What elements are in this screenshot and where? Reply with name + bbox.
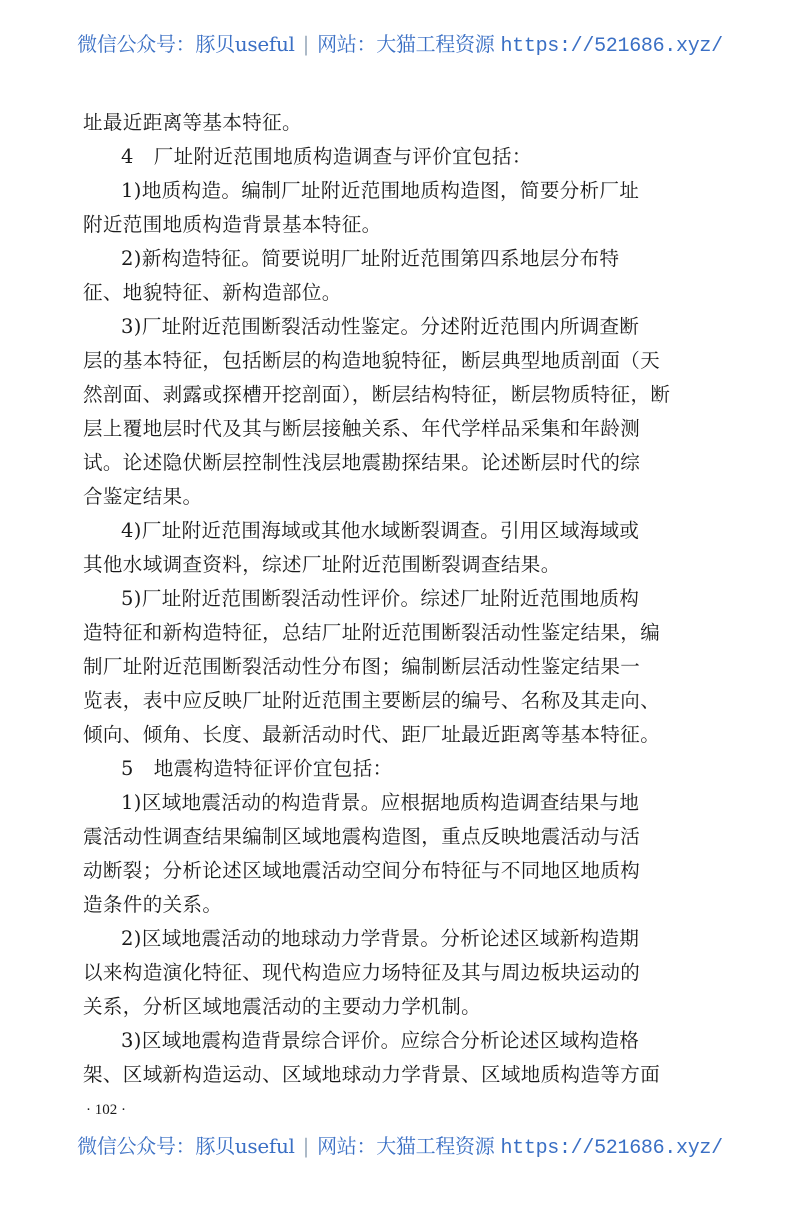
page-number: · 102 · [86,1102,126,1118]
watermark-wechat: 微信公众号：豚贝useful [77,1134,295,1158]
watermark-site: 网站：大猫工程资源 [317,1134,495,1158]
text-line: 2)区域地震活动的地球动力学背景。分析论述区域新构造期 [121,927,640,950]
text-line: 造条件的关系。 [83,893,223,916]
text-line: 合鉴定结果。 [83,485,203,508]
text-line: 览表，表中应反映厂址附近范围主要断层的编号、名称及其走向、 [83,689,661,712]
watermark-bottom [0,1132,800,1160]
watermark-url[interactable]: https://521686.xyz/ [500,35,723,58]
watermark-separator: | [302,1134,310,1158]
text-line: 层上覆地层时代及其与断层接触关系、年代学样品采集和年龄测 [83,417,641,440]
text-line: 造特征和新构造特征，总结厂址附近范围断裂活动性鉴定结果，编 [83,621,661,644]
text-line: 层的基本特征，包括断层的构造地貌特征，断层典型地质剖面（天 [83,349,661,372]
text-line: 址最近距离等基本特征。 [83,111,302,134]
text-line: 架、区域新构造运动、区域地球动力学背景、区域地质构造等方面 [83,1063,661,1086]
text-line: 2)新构造特征。简要说明厂址附近范围第四系地层分布特 [121,247,620,270]
text-line: 震活动性调查结果编制区域地震构造图，重点反映地震活动与活 [83,825,641,848]
text-line: 1)区域地震活动的构造背景。应根据地质构造调查结果与地 [121,791,640,814]
text-line: 征、地貌特征、新构造部位。 [83,281,342,304]
text-line: 制厂址附近范围断裂活动性分布图；编制断层活动性鉴定结果一 [83,655,641,678]
text-line: 其他水域调查资料，综述厂址附近范围断裂调查结果。 [83,553,561,576]
text-line: 1)地质构造。编制厂址附近范围地质构造图，简要分析厂址 [121,179,640,202]
watermark-top [0,30,800,58]
text-line: 4 厂址附近范围地质构造调查与评价宜包括： [121,145,532,168]
watermark-site: 网站：大猫工程资源 [317,32,495,56]
text-line: 附近范围地质构造背景基本特征。 [83,213,382,236]
watermark-url[interactable]: https://521686.xyz/ [500,1137,723,1160]
text-line: 3)区域地震构造背景综合评价。应综合分析论述区域构造格 [121,1029,640,1052]
text-line: 5)厂址附近范围断裂活动性评价。综述厂址附近范围地质构 [121,587,640,610]
watermark-separator: | [302,32,310,56]
text-line: 以来构造演化特征、现代构造应力场特征及其与周边板块运动的 [83,961,641,984]
text-line: 然剖面、剥露或探槽开挖剖面），断层结构特征，断层物质特征，断 [83,383,671,406]
text-line: 4)厂址附近范围海域或其他水域断裂调查。引用区域海域或 [121,519,640,542]
text-line: 3)厂址附近范围断裂活动性鉴定。分述附近范围内所调查断 [121,315,640,338]
watermark-wechat: 微信公众号：豚贝useful [77,32,295,56]
text-line: 5 地震构造特征评价宜包括： [121,757,393,780]
document-body [83,106,723,1092]
text-line: 试。论述隐伏断层控制性浅层地震勘探结果。论述断层时代的综 [83,451,641,474]
text-line: 动断裂；分析论述区域地震活动空间分布特征与不同地区地质构 [83,859,641,882]
text-line: 倾向、倾角、长度、最新活动时代、距厂址最近距离等基本特征。 [83,723,661,746]
text-line: 关系，分析区域地震活动的主要动力学机制。 [83,995,482,1018]
